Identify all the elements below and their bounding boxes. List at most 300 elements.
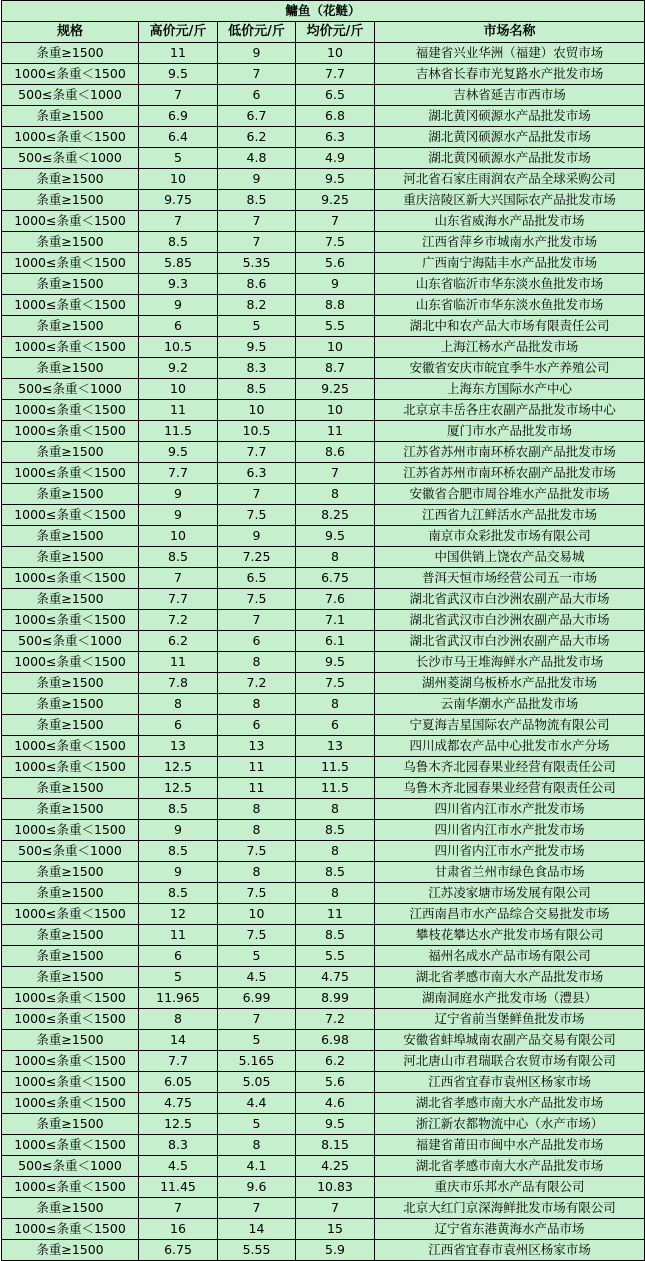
avg-price-cell[interactable]: 6.8 (296, 106, 375, 127)
low-price-cell[interactable]: 7.5 (218, 925, 296, 946)
market-name-cell[interactable]: 云南华潮水产品批发市场 (375, 694, 645, 715)
low-price-cell[interactable]: 5.165 (218, 1051, 296, 1072)
high-price-cell[interactable]: 10 (139, 379, 218, 400)
spec-cell[interactable]: 1000≤条重＜1500 (2, 1219, 139, 1240)
high-price-cell[interactable]: 8.3 (139, 1135, 218, 1156)
low-price-cell[interactable]: 7 (218, 1009, 296, 1030)
low-price-cell[interactable]: 6.2 (218, 127, 296, 148)
spec-cell[interactable]: 500≤条重＜1000 (2, 85, 139, 106)
spec-cell[interactable]: 500≤条重＜1000 (2, 631, 139, 652)
market-name-cell[interactable]: 攀枝花攀达水产批发市场有限公司 (375, 925, 645, 946)
high-price-cell[interactable]: 6.4 (139, 127, 218, 148)
avg-price-cell[interactable]: 7 (296, 463, 375, 484)
avg-price-cell[interactable]: 8 (296, 841, 375, 862)
market-name-cell[interactable]: 江西省宜春市袁州区杨家市场 (375, 1240, 645, 1261)
market-name-cell[interactable]: 广西南宁海陆丰水产品批发市场 (375, 253, 645, 274)
spec-cell[interactable]: 1000≤条重＜1500 (2, 1135, 139, 1156)
spec-cell[interactable]: 1000≤条重＜1500 (2, 988, 139, 1009)
high-price-cell[interactable]: 9 (139, 484, 218, 505)
table-row (2, 106, 645, 127)
high-price-cell[interactable]: 9 (139, 295, 218, 316)
avg-price-cell[interactable]: 8 (296, 799, 375, 820)
market-name-cell[interactable]: 湖北省武汉市白沙洲农副产品大市场 (375, 631, 645, 652)
spec-cell[interactable]: 1000≤条重＜1500 (2, 652, 139, 673)
high-price-cell[interactable]: 6.75 (139, 1240, 218, 1261)
avg-price-cell[interactable]: 10 (296, 337, 375, 358)
spec-cell[interactable]: 500≤条重＜1000 (2, 841, 139, 862)
spec-cell[interactable]: 1000≤条重＜1500 (2, 736, 139, 757)
market-name-cell[interactable]: 乌鲁木齐北园春果业经营有限责任公司 (375, 778, 645, 799)
avg-price-cell[interactable]: 10 (296, 400, 375, 421)
high-price-cell[interactable]: 9.5 (139, 442, 218, 463)
spec-cell[interactable]: 条重≥1500 (2, 169, 139, 190)
avg-price-cell[interactable]: 8.5 (296, 925, 375, 946)
low-price-cell[interactable]: 7 (218, 64, 296, 85)
high-price-cell[interactable]: 6.05 (139, 1072, 218, 1093)
market-name-cell[interactable]: 重庆涪陵区新大兴国际农产品批发市场 (375, 190, 645, 211)
avg-price-cell[interactable]: 7.5 (296, 673, 375, 694)
high-price-cell[interactable]: 11 (139, 925, 218, 946)
high-price-cell[interactable]: 7 (139, 85, 218, 106)
avg-price-cell[interactable]: 15 (296, 1219, 375, 1240)
high-price-cell[interactable]: 12.5 (139, 1114, 218, 1135)
spec-cell[interactable]: 1000≤条重＜1500 (2, 1072, 139, 1093)
market-name-cell[interactable]: 宁夏海吉星国际农产品物流有限公司 (375, 715, 645, 736)
high-price-cell[interactable]: 10 (139, 526, 218, 547)
low-price-cell[interactable]: 9.6 (218, 1177, 296, 1198)
avg-price-cell[interactable]: 8.5 (296, 820, 375, 841)
high-price-cell[interactable]: 14 (139, 1030, 218, 1051)
high-price-cell[interactable]: 9.75 (139, 190, 218, 211)
low-price-cell[interactable]: 5 (218, 1030, 296, 1051)
high-price-cell[interactable]: 5.85 (139, 253, 218, 274)
header-spec[interactable]: 规格 (2, 22, 139, 43)
avg-price-cell[interactable]: 6.1 (296, 631, 375, 652)
market-name-cell[interactable]: 山东省临沂市华东淡水鱼批发市场 (375, 295, 645, 316)
avg-price-cell[interactable]: 6.2 (296, 1051, 375, 1072)
market-name-cell[interactable]: 江苏省苏州市南环桥农副产品批发市场 (375, 463, 645, 484)
spec-cell[interactable]: 条重≥1500 (2, 274, 139, 295)
low-price-cell[interactable]: 7 (218, 610, 296, 631)
market-name-cell[interactable]: 北京京丰岳各庄农副产品批发市场中心 (375, 400, 645, 421)
low-price-cell[interactable]: 8 (218, 799, 296, 820)
high-price-cell[interactable]: 4.75 (139, 1093, 218, 1114)
low-price-cell[interactable]: 6 (218, 631, 296, 652)
avg-price-cell[interactable]: 6.75 (296, 568, 375, 589)
avg-price-cell[interactable]: 10.83 (296, 1177, 375, 1198)
high-price-cell[interactable]: 9 (139, 862, 218, 883)
avg-price-cell[interactable]: 9.25 (296, 379, 375, 400)
table-row (2, 526, 645, 547)
avg-price-cell[interactable]: 9 (296, 274, 375, 295)
high-price-cell[interactable]: 16 (139, 1219, 218, 1240)
low-price-cell[interactable]: 7.5 (218, 883, 296, 904)
market-name-cell[interactable]: 四川省内江市水产批发市场 (375, 841, 645, 862)
market-name-cell[interactable]: 江西南昌市水产品综合交易批发市场 (375, 904, 645, 925)
low-price-cell[interactable]: 5.55 (218, 1240, 296, 1261)
market-name-cell[interactable]: 山东省临沂市华东淡水鱼批发市场 (375, 274, 645, 295)
low-price-cell[interactable]: 8.3 (218, 358, 296, 379)
low-price-cell[interactable]: 6.7 (218, 106, 296, 127)
low-price-cell[interactable]: 6.5 (218, 568, 296, 589)
low-price-cell[interactable]: 9 (218, 169, 296, 190)
avg-price-cell[interactable]: 4.9 (296, 148, 375, 169)
spec-cell[interactable]: 1000≤条重＜1500 (2, 421, 139, 442)
spec-cell[interactable]: 500≤条重＜1000 (2, 148, 139, 169)
avg-price-cell[interactable]: 6.98 (296, 1030, 375, 1051)
high-price-cell[interactable]: 11.45 (139, 1177, 218, 1198)
market-name-cell[interactable]: 乌鲁木齐北园春果业经营有限责任公司 (375, 757, 645, 778)
low-price-cell[interactable]: 5.05 (218, 1072, 296, 1093)
spec-cell[interactable]: 1000≤条重＜1500 (2, 64, 139, 85)
low-price-cell[interactable]: 13 (218, 736, 296, 757)
avg-price-cell[interactable]: 7.5 (296, 232, 375, 253)
spec-cell[interactable]: 1000≤条重＜1500 (2, 820, 139, 841)
low-price-cell[interactable]: 8.6 (218, 274, 296, 295)
market-name-cell[interactable]: 湖北黄冈硕源水产品批发市场 (375, 106, 645, 127)
avg-price-cell[interactable]: 9.25 (296, 190, 375, 211)
low-price-cell[interactable]: 7.25 (218, 547, 296, 568)
spec-cell[interactable]: 条重≥1500 (2, 442, 139, 463)
high-price-cell[interactable]: 8.5 (139, 232, 218, 253)
avg-price-cell[interactable]: 4.6 (296, 1093, 375, 1114)
low-price-cell[interactable]: 4.4 (218, 1093, 296, 1114)
low-price-cell[interactable]: 7 (218, 211, 296, 232)
market-name-cell[interactable]: 上海江杨水产品批发市场 (375, 337, 645, 358)
low-price-cell[interactable]: 8 (218, 1135, 296, 1156)
avg-price-cell[interactable]: 8.15 (296, 1135, 375, 1156)
high-price-cell[interactable]: 10.5 (139, 337, 218, 358)
avg-price-cell[interactable]: 9.5 (296, 169, 375, 190)
low-price-cell[interactable]: 7 (218, 232, 296, 253)
avg-price-cell[interactable]: 5.9 (296, 1240, 375, 1261)
spec-cell[interactable]: 1000≤条重＜1500 (2, 295, 139, 316)
market-name-cell[interactable]: 吉林省延吉市西市场 (375, 85, 645, 106)
market-name-cell[interactable]: 浙江新农都物流中心（水产市场） (375, 1114, 645, 1135)
high-price-cell[interactable]: 4.5 (139, 1156, 218, 1177)
market-name-cell[interactable]: 湖北省孝感市南大水产品批发市场 (375, 967, 645, 988)
spec-cell[interactable]: 1000≤条重＜1500 (2, 337, 139, 358)
market-name-cell[interactable]: 福州名成水产品市场有限公司 (375, 946, 645, 967)
high-price-cell[interactable]: 7.2 (139, 610, 218, 631)
market-name-cell[interactable]: 四川省内江市水产批发市场 (375, 820, 645, 841)
spec-cell[interactable]: 1000≤条重＜1500 (2, 505, 139, 526)
market-name-cell[interactable]: 湖北黄冈硕源水产品批发市场 (375, 148, 645, 169)
table-row (2, 862, 645, 883)
low-price-cell[interactable]: 9 (218, 526, 296, 547)
market-name-cell[interactable]: 湖北黄冈硕源水产品批发市场 (375, 127, 645, 148)
market-name-cell[interactable]: 湖北省武汉市白沙洲农副产品大市场 (375, 610, 645, 631)
spec-cell[interactable]: 1000≤条重＜1500 (2, 400, 139, 421)
high-price-cell[interactable]: 11 (139, 400, 218, 421)
high-price-cell[interactable]: 12.5 (139, 778, 218, 799)
market-name-cell[interactable]: 江西省宜春市袁州区杨家市场 (375, 1072, 645, 1093)
header-market-name[interactable]: 市场名称 (375, 22, 645, 43)
spec-cell[interactable]: 1000≤条重＜1500 (2, 1177, 139, 1198)
high-price-cell[interactable]: 11 (139, 43, 218, 64)
high-price-cell[interactable]: 7.8 (139, 673, 218, 694)
spec-cell[interactable]: 条重≥1500 (2, 967, 139, 988)
low-price-cell[interactable]: 8.2 (218, 295, 296, 316)
header-avg-price[interactable]: 均价元/斤 (296, 22, 375, 43)
spec-cell[interactable]: 1000≤条重＜1500 (2, 610, 139, 631)
low-price-cell[interactable]: 7.2 (218, 673, 296, 694)
avg-price-cell[interactable]: 6.3 (296, 127, 375, 148)
avg-price-cell[interactable]: 4.25 (296, 1156, 375, 1177)
low-price-cell[interactable]: 5.35 (218, 253, 296, 274)
high-price-cell[interactable]: 8.5 (139, 799, 218, 820)
spec-cell[interactable]: 条重≥1500 (2, 946, 139, 967)
high-price-cell[interactable]: 7.7 (139, 1051, 218, 1072)
market-name-cell[interactable]: 山东省威海水产品批发市场 (375, 211, 645, 232)
high-price-cell[interactable]: 9 (139, 820, 218, 841)
avg-price-cell[interactable]: 5.6 (296, 253, 375, 274)
high-price-cell[interactable]: 6.9 (139, 106, 218, 127)
market-name-cell[interactable]: 辽宁省东港黄海水产品市场 (375, 1219, 645, 1240)
high-price-cell[interactable]: 6 (139, 316, 218, 337)
market-name-cell[interactable]: 安徽省合肥市周谷堆水产品批发市场 (375, 484, 645, 505)
spec-cell[interactable]: 条重≥1500 (2, 925, 139, 946)
low-price-cell[interactable]: 7.5 (218, 841, 296, 862)
market-name-cell[interactable]: 福建省兴业华洲（福建）农贸市场 (375, 43, 645, 64)
avg-price-cell[interactable]: 8.99 (296, 988, 375, 1009)
low-price-cell[interactable]: 6 (218, 715, 296, 736)
high-price-cell[interactable]: 12.5 (139, 757, 218, 778)
table-row (2, 505, 645, 526)
high-price-cell[interactable]: 10 (139, 169, 218, 190)
spec-cell[interactable]: 1000≤条重＜1500 (2, 904, 139, 925)
low-price-cell[interactable]: 6.3 (218, 463, 296, 484)
market-name-cell[interactable]: 安徽省安庆市皖宜季牛水产养殖公司 (375, 358, 645, 379)
avg-price-cell[interactable]: 5.5 (296, 316, 375, 337)
market-name-cell[interactable]: 甘肃省兰州市绿色食品市场 (375, 862, 645, 883)
spec-cell[interactable]: 条重≥1500 (2, 106, 139, 127)
high-price-cell[interactable]: 9.2 (139, 358, 218, 379)
avg-price-cell[interactable]: 8 (296, 883, 375, 904)
low-price-cell[interactable]: 4.5 (218, 967, 296, 988)
low-price-cell[interactable]: 10 (218, 904, 296, 925)
spec-cell[interactable]: 1000≤条重＜1500 (2, 211, 139, 232)
low-price-cell[interactable]: 7.5 (218, 589, 296, 610)
avg-price-cell[interactable]: 10 (296, 43, 375, 64)
avg-price-cell[interactable]: 9.5 (296, 1114, 375, 1135)
header-high-price[interactable]: 高价元/斤 (139, 22, 218, 43)
spec-cell[interactable]: 1000≤条重＜1500 (2, 1009, 139, 1030)
high-price-cell[interactable]: 9.5 (139, 64, 218, 85)
avg-price-cell[interactable]: 8 (296, 694, 375, 715)
low-price-cell[interactable]: 8 (218, 862, 296, 883)
low-price-cell[interactable]: 6 (218, 85, 296, 106)
avg-price-cell[interactable]: 6 (296, 715, 375, 736)
spec-cell[interactable]: 条重≥1500 (2, 358, 139, 379)
avg-price-cell[interactable]: 8 (296, 484, 375, 505)
low-price-cell[interactable]: 11 (218, 757, 296, 778)
spec-cell[interactable]: 条重≥1500 (2, 1198, 139, 1219)
high-price-cell[interactable]: 7.7 (139, 463, 218, 484)
high-price-cell[interactable]: 6 (139, 946, 218, 967)
spec-cell[interactable]: 1000≤条重＜1500 (2, 253, 139, 274)
high-price-cell[interactable]: 12 (139, 904, 218, 925)
market-name-cell[interactable]: 湖州菱湖乌板桥水产品批发市场 (375, 673, 645, 694)
high-price-cell[interactable]: 9 (139, 505, 218, 526)
low-price-cell[interactable]: 4.8 (218, 148, 296, 169)
high-price-cell[interactable]: 8.5 (139, 883, 218, 904)
low-price-cell[interactable]: 5 (218, 316, 296, 337)
low-price-cell[interactable]: 5 (218, 946, 296, 967)
spec-cell[interactable]: 1000≤条重＜1500 (2, 463, 139, 484)
spec-cell[interactable]: 1000≤条重＜1500 (2, 127, 139, 148)
low-price-cell[interactable]: 7.7 (218, 442, 296, 463)
market-name-cell[interactable]: 湖北中和农产品大市场有限责任公司 (375, 316, 645, 337)
high-price-cell[interactable]: 7 (139, 568, 218, 589)
low-price-cell[interactable]: 4.1 (218, 1156, 296, 1177)
market-name-cell[interactable]: 湖北省孝感市南大水产品批发市场 (375, 1093, 645, 1114)
avg-price-cell[interactable]: 11 (296, 904, 375, 925)
market-name-cell[interactable]: 上海东方国际水产中心 (375, 379, 645, 400)
high-price-cell[interactable]: 11.5 (139, 421, 218, 442)
avg-price-cell[interactable]: 6.5 (296, 85, 375, 106)
low-price-cell[interactable]: 5 (218, 1114, 296, 1135)
low-price-cell[interactable]: 7.5 (218, 505, 296, 526)
market-name-cell[interactable]: 湖南洞庭水产批发市场（澧县） (375, 988, 645, 1009)
spec-cell[interactable]: 条重≥1500 (2, 526, 139, 547)
spec-cell[interactable]: 条重≥1500 (2, 43, 139, 64)
low-price-cell[interactable]: 7 (218, 484, 296, 505)
avg-price-cell[interactable]: 13 (296, 736, 375, 757)
market-name-cell[interactable]: 江苏凌家塘市场发展有限公司 (375, 883, 645, 904)
market-name-cell[interactable]: 四川省内江市水产批发市场 (375, 799, 645, 820)
low-price-cell[interactable]: 10.5 (218, 421, 296, 442)
spec-cell[interactable]: 条重≥1500 (2, 715, 139, 736)
high-price-cell[interactable]: 11 (139, 652, 218, 673)
high-price-cell[interactable]: 8 (139, 1009, 218, 1030)
spec-cell[interactable]: 500≤条重＜1000 (2, 379, 139, 400)
avg-price-cell[interactable]: 7 (296, 211, 375, 232)
avg-price-cell[interactable]: 11 (296, 421, 375, 442)
high-price-cell[interactable]: 6 (139, 715, 218, 736)
market-name-cell[interactable]: 长沙市马王堆海鲜水产品批发市场 (375, 652, 645, 673)
low-price-cell[interactable]: 8.5 (218, 190, 296, 211)
low-price-cell[interactable]: 8 (218, 694, 296, 715)
sheet-title[interactable]: 鳙鱼（花鲢） (2, 1, 645, 22)
market-name-cell[interactable]: 河北唐山市君瑞联合农贸市场有限公司 (375, 1051, 645, 1072)
market-name-cell[interactable]: 福建省莆田市闽中水产品批发市场 (375, 1135, 645, 1156)
market-name-cell[interactable]: 湖北省武汉市白沙洲农副产品大市场 (375, 589, 645, 610)
spec-cell[interactable]: 条重≥1500 (2, 673, 139, 694)
low-price-cell[interactable]: 8.5 (218, 379, 296, 400)
avg-price-cell[interactable]: 8.6 (296, 442, 375, 463)
high-price-cell[interactable]: 5 (139, 148, 218, 169)
market-name-cell[interactable]: 河北省石家庄雨润农产品全球采购公司 (375, 169, 645, 190)
low-price-cell[interactable]: 7 (218, 1198, 296, 1219)
spec-cell[interactable]: 条重≥1500 (2, 694, 139, 715)
spec-cell[interactable]: 1000≤条重＜1500 (2, 1051, 139, 1072)
spec-cell[interactable]: 条重≥1500 (2, 799, 139, 820)
avg-price-cell[interactable]: 5.5 (296, 946, 375, 967)
avg-price-cell[interactable]: 5.6 (296, 1072, 375, 1093)
spec-cell[interactable]: 500≤条重＜1000 (2, 1156, 139, 1177)
low-price-cell[interactable]: 9 (218, 43, 296, 64)
market-name-cell[interactable]: 南京市众彩批发市场有限公司 (375, 526, 645, 547)
avg-price-cell[interactable]: 7.7 (296, 64, 375, 85)
avg-price-cell[interactable]: 4.75 (296, 967, 375, 988)
avg-price-cell[interactable]: 8 (296, 547, 375, 568)
avg-price-cell[interactable]: 9.5 (296, 652, 375, 673)
high-price-cell[interactable]: 8.5 (139, 547, 218, 568)
spec-cell[interactable]: 条重≥1500 (2, 778, 139, 799)
low-price-cell[interactable]: 14 (218, 1219, 296, 1240)
avg-price-cell[interactable]: 8.25 (296, 505, 375, 526)
avg-price-cell[interactable]: 11.5 (296, 778, 375, 799)
market-name-cell[interactable]: 辽宁省前当堡鲜鱼批发市场 (375, 1009, 645, 1030)
spec-cell[interactable]: 条重≥1500 (2, 316, 139, 337)
spec-cell[interactable]: 1000≤条重＜1500 (2, 1093, 139, 1114)
spec-cell[interactable]: 条重≥1500 (2, 1030, 139, 1051)
market-name-cell[interactable]: 安徽省蚌埠城南农副产品交易有限公司 (375, 1030, 645, 1051)
spec-cell[interactable]: 1000≤条重＜1500 (2, 757, 139, 778)
spec-cell[interactable]: 条重≥1500 (2, 547, 139, 568)
spec-cell[interactable]: 条重≥1500 (2, 1240, 139, 1261)
spec-cell[interactable]: 条重≥1500 (2, 484, 139, 505)
high-price-cell[interactable]: 11.965 (139, 988, 218, 1009)
spec-cell[interactable]: 条重≥1500 (2, 589, 139, 610)
avg-price-cell[interactable]: 7.1 (296, 610, 375, 631)
low-price-cell[interactable]: 8 (218, 820, 296, 841)
market-name-cell[interactable]: 江西省萍乡市城南水产批发市场 (375, 232, 645, 253)
avg-price-cell[interactable]: 9.5 (296, 526, 375, 547)
market-name-cell[interactable]: 湖北省孝感市南大水产品批发市场 (375, 1156, 645, 1177)
avg-price-cell[interactable]: 8.5 (296, 862, 375, 883)
high-price-cell[interactable]: 7 (139, 211, 218, 232)
high-price-cell[interactable]: 6.2 (139, 631, 218, 652)
avg-price-cell[interactable]: 11.5 (296, 757, 375, 778)
avg-price-cell[interactable]: 7 (296, 1198, 375, 1219)
high-price-cell[interactable]: 9.3 (139, 274, 218, 295)
avg-price-cell[interactable]: 7.2 (296, 1009, 375, 1030)
low-price-cell[interactable]: 11 (218, 778, 296, 799)
spec-cell[interactable]: 条重≥1500 (2, 232, 139, 253)
spec-cell[interactable]: 条重≥1500 (2, 862, 139, 883)
high-price-cell[interactable]: 8 (139, 694, 218, 715)
market-name-cell[interactable]: 普洱天恒市场经营公司五一市场 (375, 568, 645, 589)
spec-cell[interactable]: 条重≥1500 (2, 1114, 139, 1135)
avg-price-cell[interactable]: 7.6 (296, 589, 375, 610)
spec-cell[interactable]: 条重≥1500 (2, 190, 139, 211)
high-price-cell[interactable]: 7.7 (139, 589, 218, 610)
market-name-cell[interactable]: 吉林省长春市光复路水产批发市场 (375, 64, 645, 85)
header-low-price[interactable]: 低价元/斤 (218, 22, 296, 43)
market-name-cell[interactable]: 江苏省苏州市南环桥农副产品批发市场 (375, 442, 645, 463)
market-name-cell[interactable]: 江西省九江鲜活水产品批发市场 (375, 505, 645, 526)
market-name-cell[interactable]: 厦门市水产品批发市场 (375, 421, 645, 442)
low-price-cell[interactable]: 9.5 (218, 337, 296, 358)
spec-cell[interactable]: 条重≥1500 (2, 883, 139, 904)
low-price-cell[interactable]: 8 (218, 652, 296, 673)
market-name-cell[interactable]: 北京大红门京深海鲜批发市场有限公司 (375, 1198, 645, 1219)
high-price-cell[interactable]: 8.5 (139, 841, 218, 862)
high-price-cell[interactable]: 5 (139, 967, 218, 988)
high-price-cell[interactable]: 7 (139, 1198, 218, 1219)
spec-cell[interactable]: 1000≤条重＜1500 (2, 568, 139, 589)
low-price-cell[interactable]: 10 (218, 400, 296, 421)
high-price-cell[interactable]: 13 (139, 736, 218, 757)
avg-price-cell[interactable]: 8.8 (296, 295, 375, 316)
market-name-cell[interactable]: 中国供销上饶农产品交易城 (375, 547, 645, 568)
low-price-cell[interactable]: 6.99 (218, 988, 296, 1009)
market-name-cell[interactable]: 四川成都农产品中心批发市水产分场 (375, 736, 645, 757)
avg-price-cell[interactable]: 8.7 (296, 358, 375, 379)
market-name-cell[interactable]: 重庆市乐邦水产品有限公司 (375, 1177, 645, 1198)
